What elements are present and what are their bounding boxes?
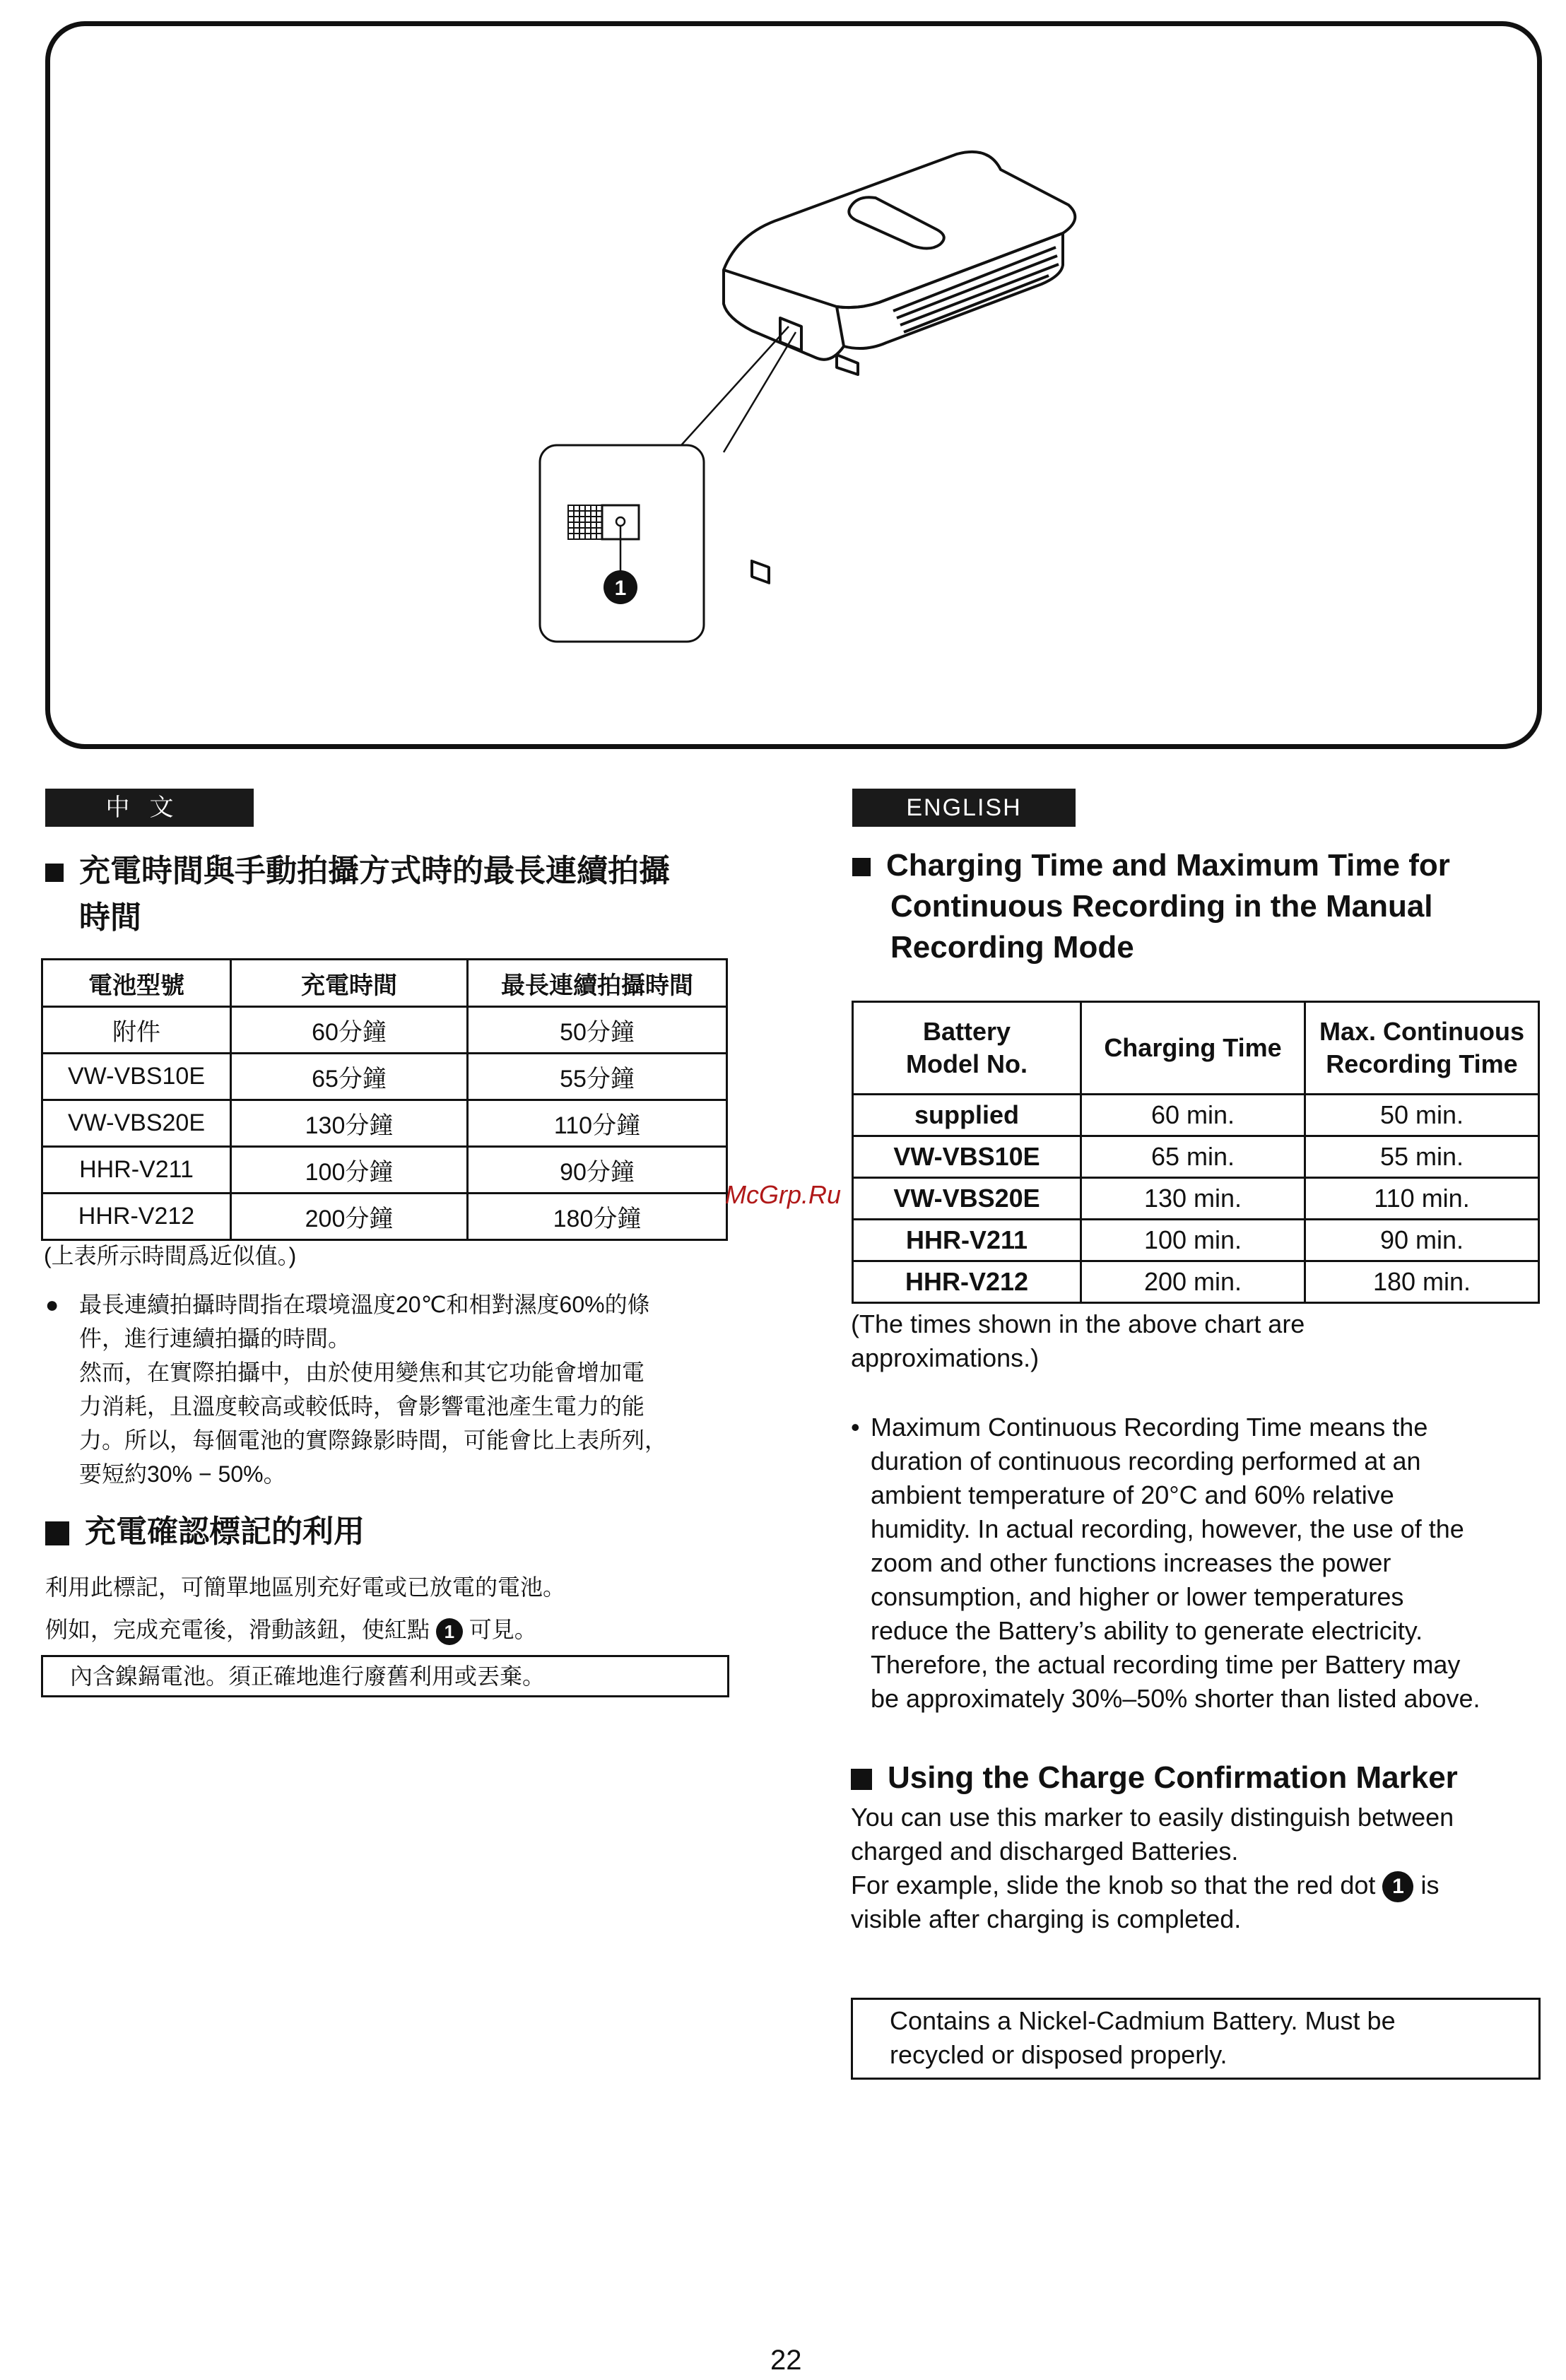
chinese-section-label: 中文 [45, 789, 254, 827]
table-cell: VW-VBS20E [42, 1100, 231, 1147]
table-cell: 130 min. [1081, 1178, 1305, 1220]
table-cell: HHR-V212 [42, 1194, 231, 1240]
heading-square-icon [852, 858, 871, 876]
marker-hatch-icon [568, 505, 602, 539]
table-cell: 60 min. [1081, 1095, 1305, 1136]
table-cell: 附件 [42, 1007, 231, 1054]
en-battery-notice: Contains a Nickel-Cadmium Battery. Must be recycled or disposed properly. [851, 1998, 1541, 2080]
heading-square-icon [851, 1769, 872, 1790]
table-cell: 100分鐘 [231, 1147, 468, 1194]
table-row [853, 1136, 1539, 1178]
table-header: 最長連續拍攝時間 [468, 960, 727, 1007]
table-header: Charging Time [1081, 1002, 1305, 1095]
battery-label-oval [849, 197, 943, 248]
table-cell: 55分鐘 [468, 1054, 727, 1100]
table-cell: 130分鐘 [231, 1100, 468, 1147]
zh-table-note: (上表所示時間爲近似值。) [44, 1243, 297, 1268]
table-header: 電池型號 [42, 960, 231, 1007]
table-cell: 180 min. [1305, 1261, 1539, 1303]
watermark-text: McGrp.Ru [725, 1180, 842, 1209]
table-row [853, 1261, 1539, 1303]
en-table-note: (The times shown in the above chart are approximations.) [851, 1309, 1305, 1372]
table-row [853, 1178, 1539, 1220]
table-cell: 50 min. [1305, 1095, 1539, 1136]
zh-charging-table [41, 958, 728, 1241]
zh-charging-time-heading: 充電時間與手動拍攝方式時的最長連續拍攝 時間 [45, 848, 738, 941]
table-row [42, 1194, 727, 1240]
table-cell: HHR-V212 [853, 1261, 1081, 1303]
en-charging-table [852, 1001, 1540, 1304]
zh-bullet-paragraph: ● 最長連續拍攝時間指在環境溫度20℃和相對濕度60%的條 件，進行連續拍攝的時間。 然而，在實際拍攝中，由於使用變焦和其它功能會增加電 力消耗，且溫度較高或較低時，會影響電池產生電力的能 力。所以，每個電池的實際錄影時間，可能會比上表所列， 要短約30% − 50%。 [45, 1288, 738, 1491]
table-cell: 180分鐘 [468, 1194, 727, 1240]
table-cell: 55 min. [1305, 1136, 1539, 1178]
table-header: Max. Continuous Recording Time [1305, 1002, 1539, 1095]
table-row [853, 1095, 1539, 1136]
page-number: 22 [770, 2345, 802, 2376]
table-cell: 50分鐘 [468, 1007, 727, 1054]
heading-square-icon [45, 1521, 69, 1545]
table-cell: 110分鐘 [468, 1100, 727, 1147]
table-cell: VW-VBS10E [853, 1136, 1081, 1178]
en-bullet-paragraph: • Maximum Continuous Recording Time means the duration of continuous recording performed at an ambient temperature of 20°C and 60% relative humidity. In actual recording, however, the use of the zoom and other functions increases the power consumption, and higher or lower temperatures reduce the Battery’s ability to generate electricity. Therefore, the actual recording time per Battery may be approximately 30%–50% shorter than listed above. [851, 1410, 1543, 1716]
en-marker-paragraph: You can use this marker to easily distinguish between charged and discharged Batteries. For example, slide the knob so that the red dot 1 is visible after charging is completed. [851, 1803, 1454, 1934]
table-row [42, 1007, 727, 1054]
battery-side-face [837, 233, 1063, 348]
table-row [42, 1147, 727, 1194]
table-cell: HHR-V211 [853, 1220, 1081, 1261]
table-cell: supplied [853, 1095, 1081, 1136]
table-cell: 200 min. [1081, 1261, 1305, 1303]
table-cell: 100 min. [1081, 1220, 1305, 1261]
callout-number: 1 [614, 577, 627, 600]
bullet-icon: ● [45, 1292, 59, 1317]
zh-battery-notice: 內含鎳鎘電池。須正確地進行廢舊利用或丟棄。 [41, 1655, 729, 1697]
table-cell: 90分鐘 [468, 1147, 727, 1194]
table-cell: 110 min. [1305, 1178, 1539, 1220]
table-cell: VW-VBS20E [853, 1178, 1081, 1220]
table-header-row [853, 1002, 1539, 1095]
table-cell: 200分鐘 [231, 1194, 468, 1240]
heading-square-icon [45, 864, 64, 882]
table-header-row [42, 960, 727, 1007]
battery-front-face [724, 270, 844, 360]
english-section-label: ENGLISH [852, 789, 1076, 827]
battery-illustration [45, 21, 1542, 749]
bullet-icon: • [851, 1413, 860, 1442]
en-marker-heading: Using the Charge Confirmation Marker [851, 1757, 1458, 1799]
table-cell: 65分鐘 [231, 1054, 468, 1100]
table-cell: HHR-V211 [42, 1147, 231, 1194]
zh-marker-heading: 充電確認標記的利用 [45, 1509, 365, 1555]
table-row [42, 1054, 727, 1100]
table-cell: 65 min. [1081, 1136, 1305, 1178]
battery-top-face [724, 152, 1075, 307]
callout-number-badge: 1 [436, 1618, 463, 1645]
callout-number-badge: 1 [1382, 1871, 1413, 1902]
callout-box [540, 445, 704, 642]
table-header: Battery Model No. [853, 1002, 1081, 1095]
battery-terminal-left [752, 561, 769, 583]
en-charging-time-heading: Charging Time and Maximum Time for Continuous Recording in the Manual Recording Mode [852, 845, 1531, 968]
table-row [42, 1100, 727, 1147]
zh-marker-paragraph: 利用此標記，可簡單地區別充好電或已放電的電池。 例如，完成充電後，滑動該鈕，使紅點 1 可見。 [45, 1566, 738, 1651]
table-cell: 90 min. [1305, 1220, 1539, 1261]
table-header: 充電時間 [231, 960, 468, 1007]
table-cell: 60分鐘 [231, 1007, 468, 1054]
table-row [853, 1220, 1539, 1261]
table-cell: VW-VBS10E [42, 1054, 231, 1100]
